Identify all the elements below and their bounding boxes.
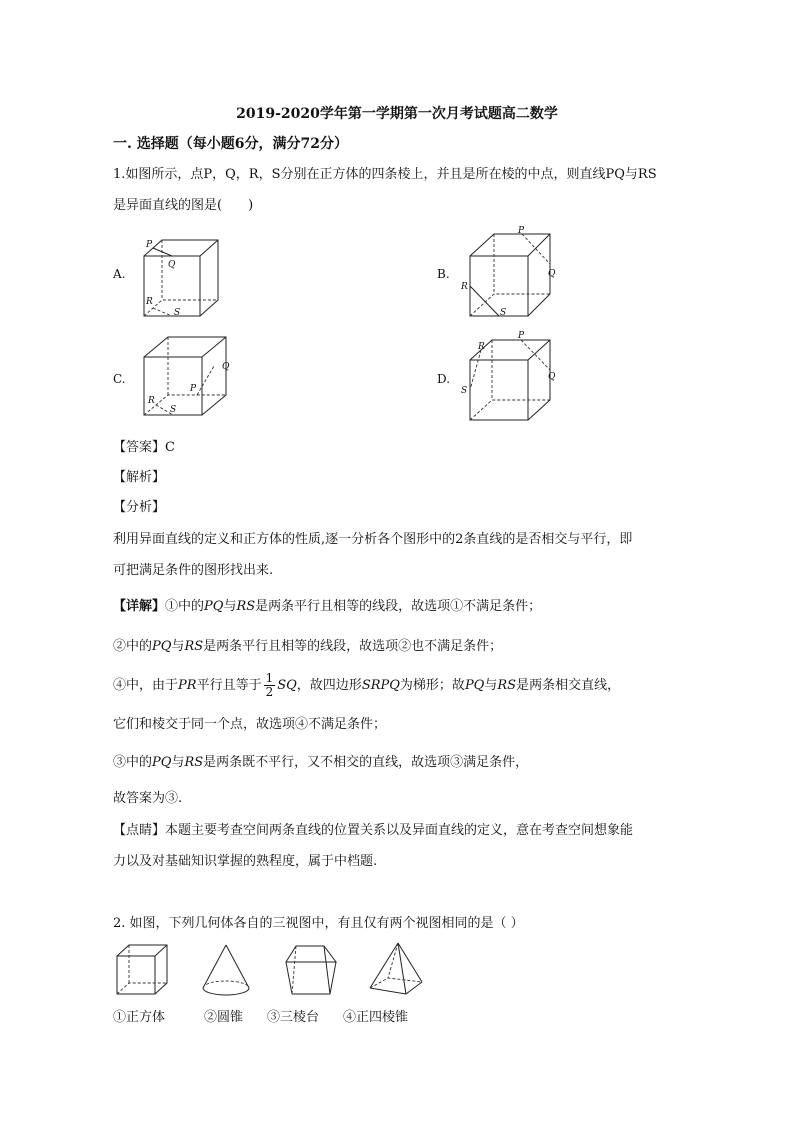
label-s: S <box>461 386 468 396</box>
cube-front-face <box>470 360 528 420</box>
detail-line4: 它们和棱交于同一个点，故选项④不满足条件； <box>113 717 387 732</box>
option-c-label: C. <box>113 372 126 386</box>
dianjing-line1: 【点睛】本题主要考查空间两条直线的位置关系以及异面直线的定义，意在考查空间想象能 <box>113 823 634 838</box>
frustum-hidden-edge <box>292 946 296 994</box>
option-d-label: D. <box>437 372 451 386</box>
cone-base-front <box>203 988 249 995</box>
label-s: S <box>174 308 181 318</box>
label-p: P <box>518 226 525 236</box>
cube-front-face <box>117 956 155 994</box>
cube-hidden-edges <box>470 294 550 316</box>
fraction-half: $\frac{1}{2}$ <box>265 671 274 699</box>
frustum-top-face <box>286 946 336 962</box>
cube-hidden-edges <box>117 983 167 994</box>
detail-tag: 【详解】 <box>113 599 166 614</box>
q1-stem-line2: 是异面直线的图是( ) <box>113 198 254 213</box>
label-r: R <box>478 342 485 352</box>
label-r: R <box>146 297 153 307</box>
detail-line3: ④中，由于PR平行且等于 $\frac{1}{2}$ SQ，故四边形SRPQ为梯形；故PQ与RS是两条相交直线， <box>113 671 621 699</box>
label-r: R <box>148 396 155 406</box>
cube-edge <box>155 945 167 956</box>
pyramid-figure <box>366 940 426 998</box>
label-p: P <box>146 240 153 250</box>
label-s: S <box>170 405 177 415</box>
detail-line5: ③中的PQ与RS是两条既不平行，又不相交的直线，故选项③满足条件， <box>113 755 529 770</box>
cone-base-back <box>203 981 249 988</box>
label-q: Q <box>222 362 230 372</box>
cube-edge <box>528 340 550 360</box>
label-q: Q <box>548 269 556 279</box>
q1-stem-line1: 1.如图所示，点P，Q，R，S分别在正方体的四条棱上，并且是所在棱的中点，则直线PQ与RS <box>113 167 657 182</box>
detail-line1: 【详解】①中的PQ与RS是两条平行且相等的线段，故选项①不满足条件； <box>113 599 542 614</box>
jiexi-heading: 【解析】 <box>113 470 166 485</box>
caption-cone: ②圆锥 <box>204 1010 244 1025</box>
pyramid-hidden-edge <box>388 943 398 978</box>
caption-frustum: ③三棱台 <box>267 1010 320 1025</box>
cube-edge <box>200 240 218 256</box>
analysis-line2: 可把满足条件的图形找出来. <box>113 563 274 578</box>
cube-figure <box>113 942 171 998</box>
cube-hidden-edges <box>470 400 550 420</box>
caption-cube: ①正方体 <box>113 1010 166 1025</box>
detail-line2: ②中的PQ与RS是两条平行且相等的线段，故选项②也不满足条件； <box>113 639 503 654</box>
answer-line: 【答案】C <box>113 440 175 455</box>
segment-pq <box>197 366 214 395</box>
option-d-figure <box>458 330 556 422</box>
cube-front-face <box>470 256 528 316</box>
pyramid-edge-3 <box>398 943 422 982</box>
pyramid-base-back <box>370 978 422 988</box>
label-q: Q <box>548 372 556 382</box>
cube-hidden-edges <box>144 300 218 316</box>
q2-stem: 2. 如图，下列几何体各自的三视图中，有且仅有两个视图相同的是（ ） <box>113 916 524 931</box>
label-q: Q <box>168 260 176 270</box>
cube-back-edges <box>144 240 218 316</box>
segment-pq <box>153 248 172 256</box>
label-p: P <box>518 331 525 341</box>
fenxi-heading: 【分析】 <box>113 500 166 515</box>
segment-rs <box>153 308 172 316</box>
cube-back-edges <box>144 337 226 415</box>
label-r: R <box>461 282 468 292</box>
frustum-edge-left <box>286 962 292 994</box>
option-b-label: B. <box>437 267 450 281</box>
cone-figure <box>198 942 254 1000</box>
option-a-figure <box>140 236 222 322</box>
pyramid-edge-1 <box>370 943 398 988</box>
cone-side-left <box>203 945 226 988</box>
label-p: P <box>190 384 197 394</box>
conclusion-line: 故答案为③. <box>113 791 183 806</box>
dianjing-line2: 力以及对基础知识掌握的熟程度，属于中档题. <box>113 854 378 869</box>
option-c-figure <box>140 333 236 419</box>
caption-pyramid: ④正四棱锥 <box>343 1010 409 1025</box>
pyramid-base-front <box>370 982 422 994</box>
option-a-label: A. <box>113 267 126 281</box>
label-s: S <box>500 308 507 318</box>
option-b-figure <box>458 228 554 320</box>
cube-back-edges <box>470 340 550 420</box>
analysis-line1: 利用异面直线的定义和正方体的性质,逐一分析各个图形中的2条直线的是否相交与平行，即 <box>113 532 633 547</box>
cube-edge <box>202 337 226 357</box>
pyramid-edge-2 <box>398 943 406 994</box>
segment-rs <box>470 350 481 390</box>
frustum-figure <box>282 942 340 998</box>
page-title: 2019-2020学年第一学期第一次月考试题高二数学 <box>236 106 558 122</box>
frustum-edge-right <box>330 962 336 994</box>
section-heading: 一. 选择题（每小题6分，满分72分） <box>113 136 348 152</box>
